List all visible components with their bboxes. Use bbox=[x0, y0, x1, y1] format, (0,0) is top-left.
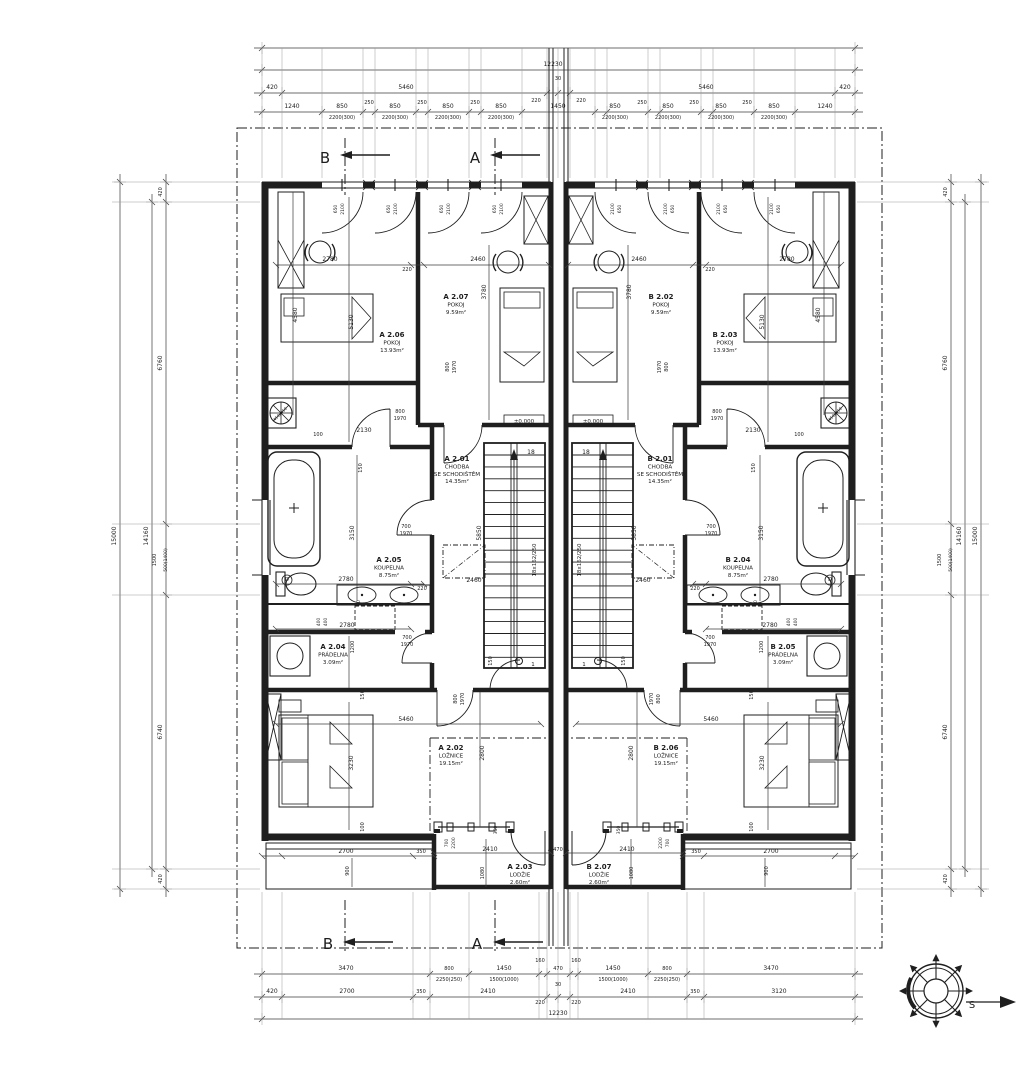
room-label: SE SCHODIŠTĚM bbox=[433, 471, 481, 478]
dim-label: 3120 bbox=[771, 988, 787, 995]
dim-label: 2200(300) bbox=[654, 115, 682, 121]
dim-label: 1500(1000) bbox=[489, 977, 519, 983]
dim-label: 850 bbox=[609, 103, 621, 110]
dim-label: 18 bbox=[527, 449, 535, 456]
room-label: A 2.03 bbox=[507, 863, 533, 871]
dim-label: 2700 bbox=[763, 848, 779, 855]
dim-label: 450x450 bbox=[826, 405, 843, 422]
dim-label: 2130 bbox=[745, 427, 761, 434]
plot-boundary bbox=[237, 128, 882, 948]
dim-label: 650 bbox=[777, 204, 782, 214]
dim-label: 100 bbox=[749, 822, 755, 832]
dim-label: 5130 bbox=[759, 314, 766, 330]
dim-label: 3230 bbox=[759, 755, 766, 771]
dim-label: 250 bbox=[637, 100, 647, 106]
room-label: POKOJ bbox=[447, 302, 465, 309]
dim-label: 400 bbox=[324, 617, 329, 627]
dim-label: 350 bbox=[617, 825, 622, 835]
dim-label: 2460 bbox=[631, 256, 647, 263]
dim-label: 800 bbox=[656, 694, 662, 704]
dim-label: 14160 bbox=[143, 526, 150, 546]
dim-label: 220 bbox=[417, 586, 427, 592]
dim-label: 1200 bbox=[759, 640, 765, 654]
dim-label: 50 bbox=[357, 600, 362, 606]
dim-label: 1970 bbox=[400, 642, 414, 648]
room-label: B 2.04 bbox=[725, 556, 751, 564]
dim-label: 420 bbox=[943, 874, 949, 884]
dim-label: 400 bbox=[317, 617, 322, 627]
dim-label: 3150 bbox=[349, 525, 356, 541]
room-label: 9.59m² bbox=[650, 309, 672, 316]
dim-label: 250 bbox=[742, 100, 752, 106]
dim-label: 100 bbox=[794, 432, 804, 438]
room-label: 8.75m² bbox=[727, 572, 749, 579]
room-label: 13.93m² bbox=[380, 347, 404, 354]
room-label: LOŽNICE bbox=[438, 753, 464, 760]
room-label: A 2.04 bbox=[320, 643, 346, 651]
dim-label: 220 bbox=[535, 1000, 545, 1006]
dim-label: 2250(250) bbox=[435, 977, 463, 983]
dim-label: 30 bbox=[554, 982, 562, 988]
room-label: A 2.06 bbox=[379, 331, 405, 339]
dim-label: 1500(1000) bbox=[598, 977, 628, 983]
dim-label: 1970 bbox=[452, 360, 458, 374]
dim-label: 2780 bbox=[338, 576, 354, 583]
dim-label: 18x162/250 bbox=[532, 543, 538, 577]
dim-label: 150 bbox=[358, 463, 364, 473]
dim-label: 2410 bbox=[482, 846, 498, 853]
dim-label: 650 bbox=[334, 204, 339, 214]
room-label: A 2.07 bbox=[443, 293, 469, 301]
dim-label: 2200(300) bbox=[434, 115, 462, 121]
room-label: 14.35m² bbox=[445, 479, 469, 486]
dim-label: 2200 bbox=[452, 837, 457, 849]
dim-label: 220 bbox=[690, 586, 700, 592]
dim-label: 5460 bbox=[698, 84, 714, 91]
dim-label: 160 bbox=[571, 958, 581, 964]
room-label: LODŽIE bbox=[509, 872, 531, 879]
dim-label: 850 bbox=[336, 103, 348, 110]
dim-label: 850 bbox=[389, 103, 401, 110]
dim-label: 900 bbox=[345, 866, 351, 876]
dim-label: 250 bbox=[470, 100, 480, 106]
dim-label: 50 bbox=[754, 600, 759, 606]
dim-label: 850 bbox=[768, 103, 780, 110]
dim-label: D bbox=[285, 577, 289, 583]
dim-label: 2700 bbox=[338, 848, 354, 855]
dim-label: 2100 bbox=[717, 203, 722, 215]
dim-label: 12230 bbox=[548, 1010, 568, 1017]
dim-label: 220 bbox=[402, 267, 412, 273]
dim-label: 1500 bbox=[937, 553, 943, 567]
dim-label: 150 bbox=[488, 656, 494, 666]
dim-label: 1970 bbox=[393, 416, 407, 422]
dim-label: 2100 bbox=[611, 203, 616, 215]
dim-label: 100 bbox=[313, 432, 323, 438]
dim-label: 700 bbox=[401, 524, 411, 530]
room-label: A 2.05 bbox=[376, 556, 402, 564]
washing-machine bbox=[270, 636, 310, 676]
dim-label: 3470 bbox=[338, 965, 354, 972]
room-label: B 2.07 bbox=[586, 863, 612, 871]
dim-label: 2780 bbox=[339, 622, 355, 629]
dim-label: 2800 bbox=[628, 745, 635, 761]
dim-label: 500(1400) bbox=[949, 548, 954, 572]
dim-label: 220 bbox=[576, 98, 586, 104]
dim-label: 1970 bbox=[460, 692, 466, 706]
room-label: A 2.01 bbox=[444, 455, 470, 463]
dim-label: 1240 bbox=[284, 103, 300, 110]
dim-label: 220 bbox=[571, 1000, 581, 1006]
dim-label: 14160 bbox=[956, 526, 963, 546]
dim-label: 800 bbox=[445, 362, 451, 372]
room-label: POKOJ bbox=[716, 340, 734, 347]
dim-label: 2200(300) bbox=[760, 115, 788, 121]
dim-label: 1500 bbox=[152, 553, 158, 567]
dim-label: 700 bbox=[402, 635, 412, 641]
dim-label: ±0.000 bbox=[582, 419, 604, 425]
dim-label: 700 bbox=[705, 635, 715, 641]
dim-label: 1240 bbox=[817, 103, 833, 110]
room-label: 2.60m² bbox=[588, 879, 610, 886]
dim-label: 700 bbox=[706, 524, 716, 530]
dim-label: 12230 bbox=[543, 61, 563, 68]
dim-label: 2200(300) bbox=[601, 115, 629, 121]
vanity-sinks bbox=[337, 585, 430, 605]
room-label: 8.75m² bbox=[378, 572, 400, 579]
dim-label: 2100 bbox=[770, 203, 775, 215]
dim-label: 850 bbox=[715, 103, 727, 110]
dim-label: 3230 bbox=[348, 755, 355, 771]
dim-label: 5460 bbox=[398, 84, 414, 91]
dim-label: 30 bbox=[554, 76, 562, 82]
dim-label: 2100 bbox=[447, 203, 452, 215]
dim-label: 6760 bbox=[942, 355, 949, 371]
dim-label: 350 bbox=[690, 989, 700, 995]
dim-label: 650 bbox=[724, 204, 729, 214]
dim-label: 150 bbox=[621, 656, 627, 666]
compass-rose bbox=[899, 954, 1016, 1028]
dim-label: 800 bbox=[712, 409, 722, 415]
room-label: CHODBA bbox=[647, 464, 673, 471]
dim-label: 650 bbox=[671, 204, 676, 214]
dim-label: 850 bbox=[495, 103, 507, 110]
dim-label: 350 bbox=[691, 849, 701, 855]
dim-label: 850 bbox=[662, 103, 674, 110]
section-mark-label: B bbox=[319, 149, 331, 167]
dim-label: 2100 bbox=[500, 203, 505, 215]
dim-label: 350 bbox=[416, 989, 426, 995]
room-label: B 2.05 bbox=[770, 643, 796, 651]
dim-label: 1200 bbox=[350, 640, 356, 654]
dim-label: 1970 bbox=[649, 692, 655, 706]
dim-label: 1080 bbox=[629, 866, 635, 880]
dim-label: 1080 bbox=[480, 866, 486, 880]
dim-label: 4580 bbox=[292, 307, 299, 323]
dim-label: 1450 bbox=[550, 103, 566, 110]
room-label: KOUPELNA bbox=[374, 565, 404, 572]
dim-label: 800 bbox=[444, 966, 454, 972]
room-label: B 2.01 bbox=[647, 455, 673, 463]
dim-label: 1 bbox=[582, 662, 586, 668]
dim-label: 220 bbox=[531, 98, 541, 104]
dim-label: 3150 bbox=[758, 525, 765, 541]
room-label: CHODBA bbox=[444, 464, 470, 471]
room-label: PRÁDELNA bbox=[318, 652, 348, 659]
dim-label: 1970 bbox=[399, 531, 413, 537]
dim-label: 420 bbox=[266, 84, 278, 91]
section-mark-label: B bbox=[322, 935, 334, 953]
room-label: LOŽNICE bbox=[653, 753, 679, 760]
dim-label: 1970 bbox=[703, 642, 717, 648]
dim-label: 650 bbox=[493, 204, 498, 214]
dim-label: 1450 bbox=[496, 965, 512, 972]
room-label: PRÁDELNA bbox=[768, 652, 798, 659]
dim-label: 160 bbox=[535, 958, 545, 964]
dim-label: 3780 bbox=[481, 284, 488, 300]
dim-label: 420 bbox=[158, 874, 164, 884]
dim-label: 420 bbox=[158, 187, 164, 197]
dim-label: 650 bbox=[387, 204, 392, 214]
dim-label: 5850 bbox=[631, 525, 638, 541]
dim-label: 2200(300) bbox=[328, 115, 356, 121]
dim-label: 2200(300) bbox=[707, 115, 735, 121]
room-label: 13.93m² bbox=[713, 347, 737, 354]
dim-label: 2410 bbox=[619, 846, 635, 853]
dim-label: 470 bbox=[553, 966, 563, 972]
dim-label: 1450 bbox=[605, 965, 621, 972]
dim-label: 2410 bbox=[620, 988, 636, 995]
room-label: 3.09m² bbox=[772, 659, 794, 666]
dim-label: 2780 bbox=[762, 622, 778, 629]
dim-label: 2100 bbox=[664, 203, 669, 215]
unit-b-linework bbox=[563, 48, 865, 946]
dim-label: 2460 bbox=[635, 577, 651, 584]
dim-label: 800 bbox=[662, 966, 672, 972]
room-label: 9.59m² bbox=[445, 309, 467, 316]
dim-label: 1970 bbox=[657, 360, 663, 374]
dim-label: 2780 bbox=[322, 256, 338, 263]
dim-label: 15000 bbox=[111, 526, 118, 546]
dim-label: 6740 bbox=[942, 724, 949, 740]
dim-label: 100 bbox=[360, 822, 366, 832]
room-label: B 2.06 bbox=[653, 744, 679, 752]
furniture-room-a207 bbox=[493, 196, 548, 382]
dim-label: 1970 bbox=[710, 416, 724, 422]
dim-label: 500(1400) bbox=[164, 548, 169, 572]
room-label: 19.15m² bbox=[654, 760, 678, 767]
dim-label: 250 bbox=[364, 100, 374, 106]
dim-label: 250 bbox=[417, 100, 427, 106]
dim-label: 2200(300) bbox=[487, 115, 515, 121]
dim-label: 150 bbox=[360, 690, 366, 700]
dim-label: 1 bbox=[531, 662, 535, 668]
dim-label: 420 bbox=[839, 84, 851, 91]
compass-south-label: S bbox=[968, 1000, 976, 1011]
dim-label: 700 bbox=[666, 838, 671, 848]
dim-label: 2460 bbox=[466, 577, 482, 584]
dim-label: 450x450 bbox=[271, 405, 288, 422]
dim-label: 420 bbox=[266, 988, 278, 995]
dim-label: 6740 bbox=[157, 724, 164, 740]
dim-label: 6760 bbox=[157, 355, 164, 371]
dim-label: 650 bbox=[618, 204, 623, 214]
dim-label: 850 bbox=[442, 103, 454, 110]
dim-label: 2800 bbox=[479, 745, 486, 761]
dim-label: 2250(250) bbox=[653, 977, 681, 983]
room-label: 2.60m² bbox=[509, 879, 531, 886]
dim-label: 2200 bbox=[659, 837, 664, 849]
dim-label: 350 bbox=[494, 825, 499, 835]
room-label: 14.35m² bbox=[648, 479, 672, 486]
dim-label: 400 bbox=[787, 617, 792, 627]
room-label: LODŽIE bbox=[588, 872, 610, 879]
dim-label: 2460 bbox=[470, 256, 486, 263]
dim-label: 15000 bbox=[972, 526, 979, 546]
dim-label: 5460 bbox=[703, 716, 719, 723]
dim-label: 800 bbox=[664, 362, 670, 372]
dim-label: 350 bbox=[416, 849, 426, 855]
room-label: POKOJ bbox=[383, 340, 401, 347]
section-mark-label: A bbox=[471, 935, 483, 953]
dim-label: 150 bbox=[751, 463, 757, 473]
dim-label: 2410 bbox=[480, 988, 496, 995]
dim-label: 150 bbox=[749, 690, 755, 700]
dim-label: 18x162/250 bbox=[577, 543, 583, 577]
room-label: SE SCHODIŠTĚM bbox=[636, 471, 684, 478]
dim-label: 18 bbox=[582, 449, 590, 456]
section-mark-label: A bbox=[469, 149, 481, 167]
dim-label: 2100 bbox=[394, 203, 399, 215]
dim-label: 2100 bbox=[341, 203, 346, 215]
room-label: B 2.02 bbox=[648, 293, 674, 301]
room-label: 19.15m² bbox=[439, 760, 463, 767]
dim-label: 2780 bbox=[779, 256, 795, 263]
room-label: 3.09m² bbox=[322, 659, 344, 666]
dim-label: 3780 bbox=[626, 284, 633, 300]
dim-label: 420 bbox=[943, 187, 949, 197]
dim-label: 700 bbox=[445, 838, 450, 848]
dim-label: D bbox=[828, 577, 832, 583]
room-label: A 2.02 bbox=[438, 744, 464, 752]
dim-label: 2780 bbox=[763, 576, 779, 583]
dim-label: 220 bbox=[705, 267, 715, 273]
dim-label: 800 bbox=[453, 694, 459, 704]
room-label: B 2.03 bbox=[712, 331, 738, 339]
dim-label: 250 bbox=[689, 100, 699, 106]
dim-label: 3470 bbox=[763, 965, 779, 972]
furniture-room-a202 bbox=[266, 694, 373, 807]
room-label: KOUPELNA bbox=[723, 565, 753, 572]
dim-label: 800 bbox=[395, 409, 405, 415]
dim-label: ±0.000 bbox=[513, 419, 535, 425]
dim-label: 1970 bbox=[704, 531, 718, 537]
dim-label: 400 bbox=[794, 617, 799, 627]
bathtub bbox=[268, 452, 320, 566]
dim-label: 5130 bbox=[348, 314, 355, 330]
dim-label: 2700 bbox=[339, 988, 355, 995]
room-label: POKOJ bbox=[652, 302, 670, 309]
dim-label: 5460 bbox=[398, 716, 414, 723]
dim-label: 2200(300) bbox=[381, 115, 409, 121]
dim-label: 650 bbox=[440, 204, 445, 214]
unit-a-linework bbox=[252, 48, 554, 946]
dim-label: 5850 bbox=[476, 525, 483, 541]
dim-label: 470 bbox=[553, 847, 563, 853]
dim-label: 2130 bbox=[356, 427, 372, 434]
dim-label: 900 bbox=[764, 866, 770, 876]
dim-label: 4580 bbox=[815, 307, 822, 323]
